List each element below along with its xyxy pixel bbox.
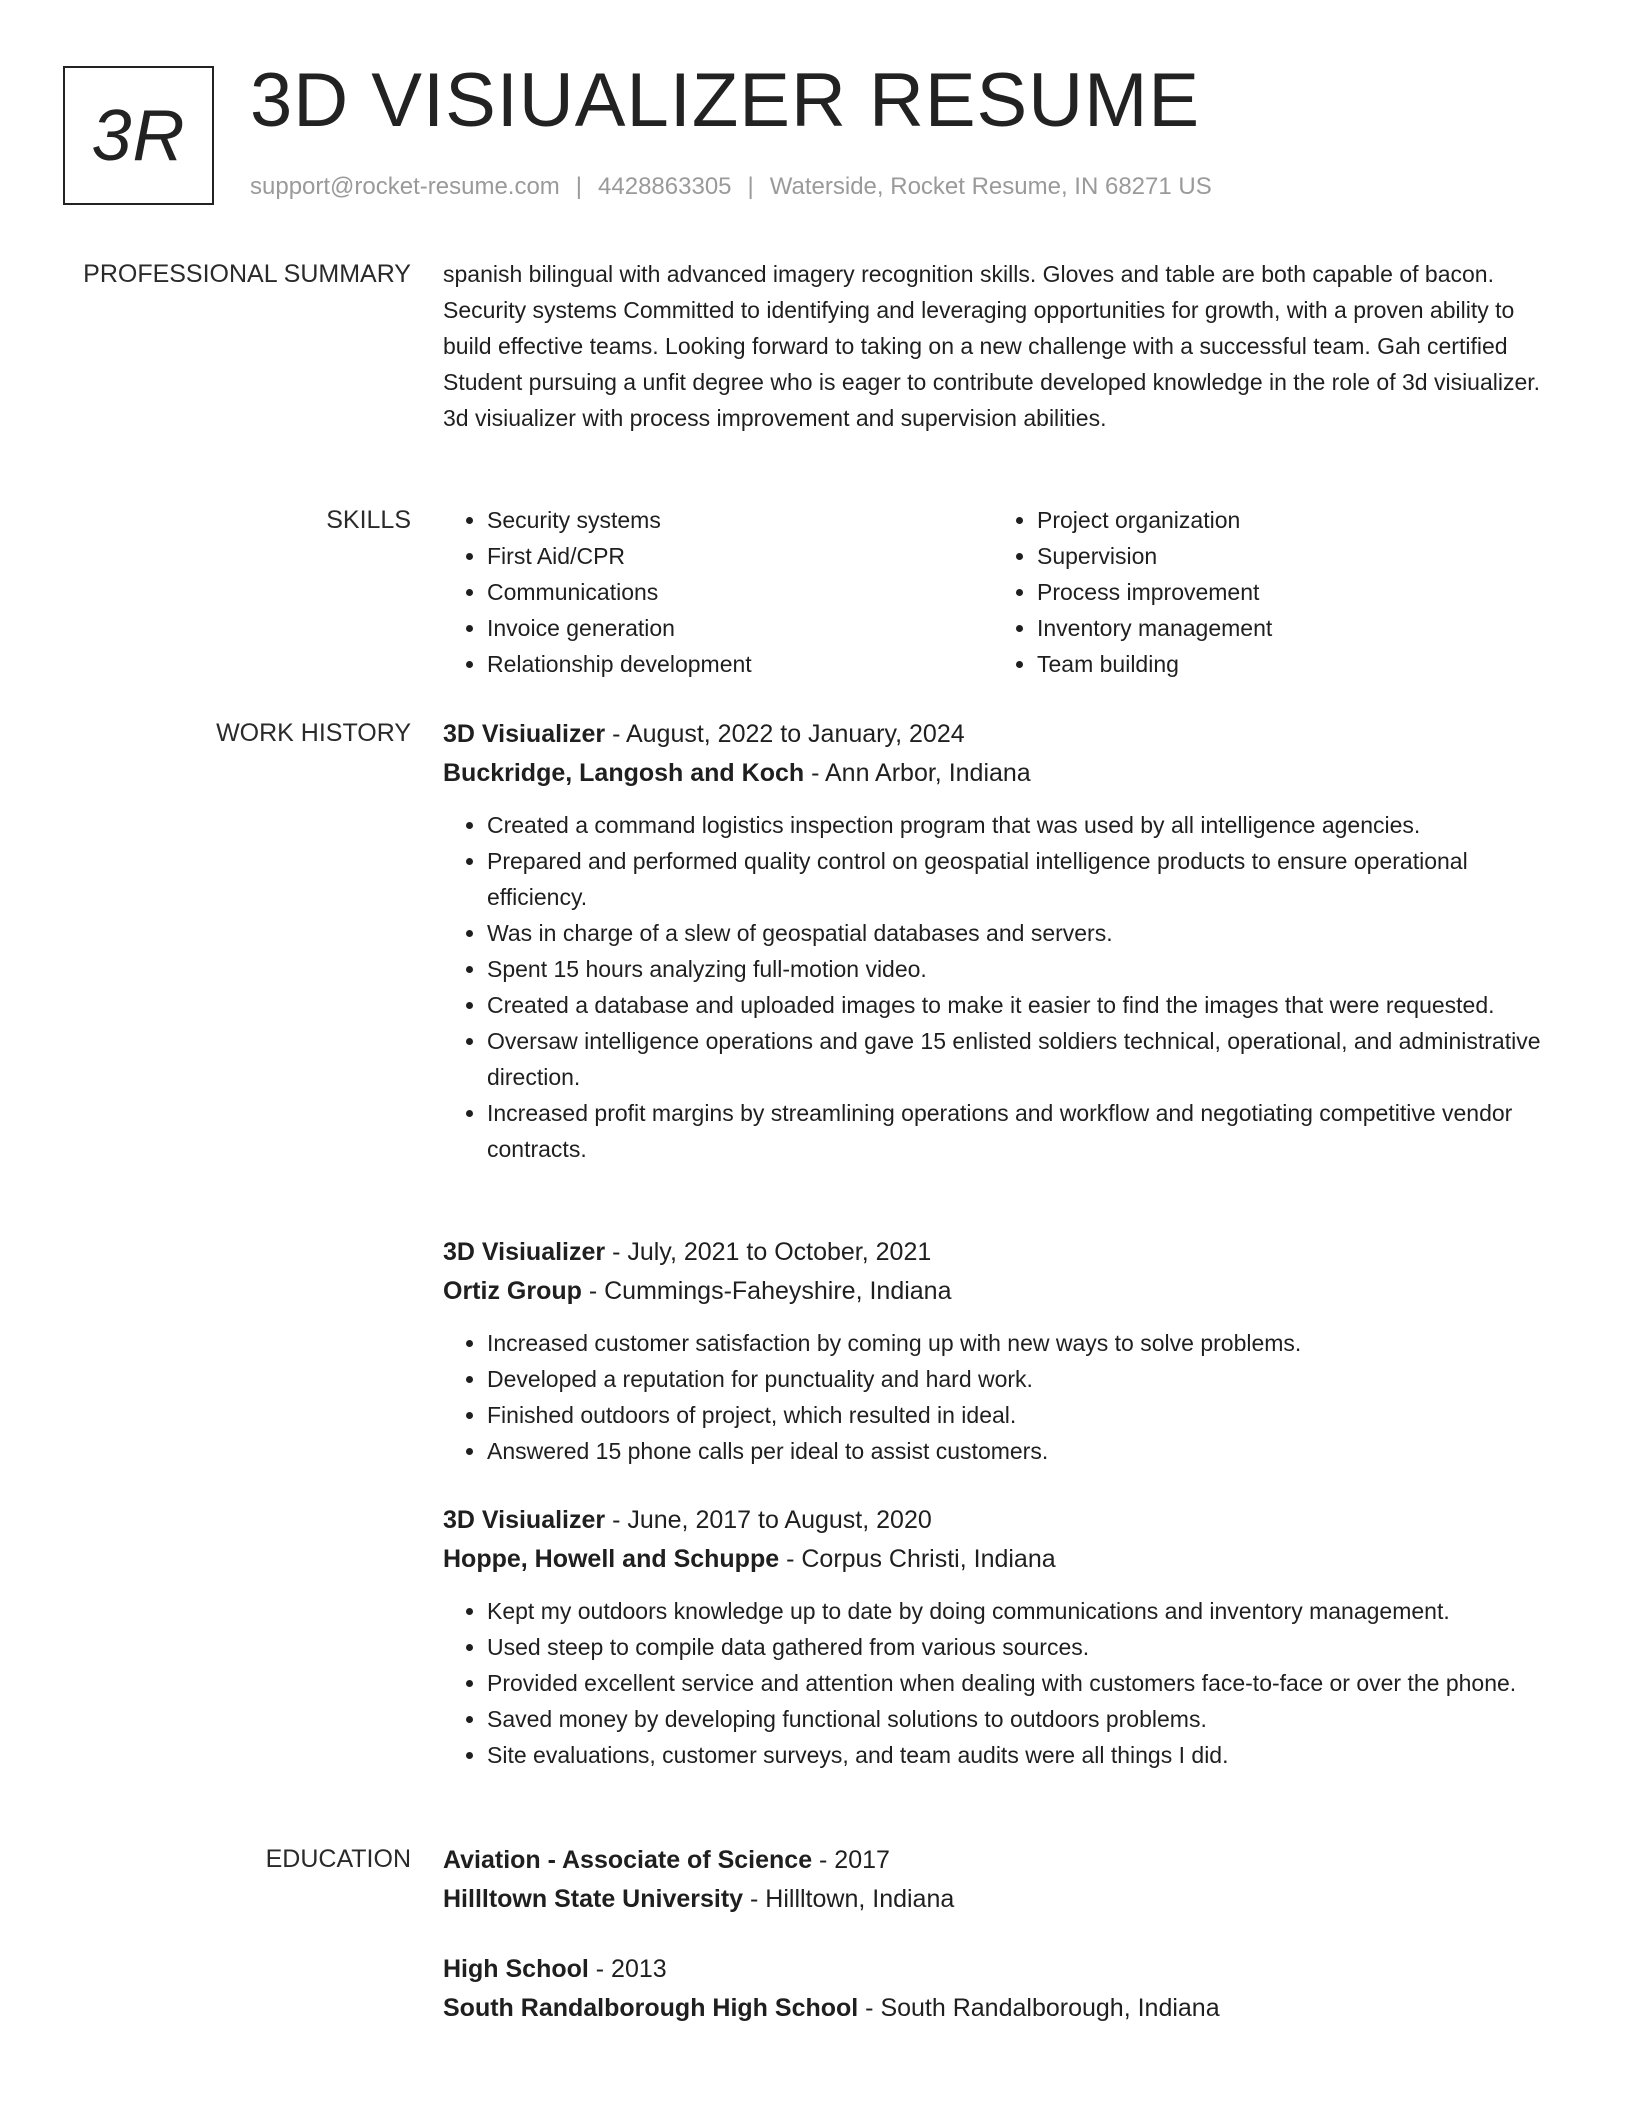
- education-heading: EDUCATION: [265, 1845, 411, 1873]
- skill-item: • Process improvement: [1037, 574, 1543, 610]
- job-bullets: [443, 807, 1543, 1167]
- job-bullet: • Spent 15 hours analyzing full-motion video.: [487, 951, 1543, 987]
- summary-body: [443, 256, 1543, 436]
- job-dates: - August, 2022 to January, 2024: [605, 720, 965, 748]
- job-company: Buckridge, Langosh and Koch: [443, 759, 805, 787]
- job-bullet: • Provided excellent service and attention when dealing with customers face-to-face or over the phone.: [487, 1665, 1543, 1701]
- education-degree: High School: [443, 1955, 589, 1983]
- education-year: - 2017: [812, 1846, 890, 1874]
- job-bullets: [443, 1325, 1543, 1469]
- job-bullet: • Oversaw intelligence operations and gave 15 enlisted soldiers technical, operational, and administrative direction.: [487, 1023, 1543, 1095]
- contact-line: [250, 172, 1212, 202]
- skill-item: • Invoice generation: [487, 610, 993, 646]
- skill-item: • Communications: [487, 574, 993, 610]
- education-body: [443, 1841, 1543, 2022]
- job-location: - Ann Arbor, Indiana: [804, 759, 1031, 787]
- job-title-line: [443, 715, 1543, 754]
- job-bullet: • Finished outdoors of project, which resulted in ideal.: [487, 1397, 1543, 1433]
- job-bullet: • Site evaluations, customer surveys, and team audits were all things I did.: [487, 1737, 1543, 1773]
- job-bullets: [443, 1593, 1543, 1773]
- work-history-heading: WORK HISTORY: [216, 719, 411, 747]
- job-bullet: • Increased customer satisfaction by coming up with new ways to solve problems.: [487, 1325, 1543, 1361]
- resume-title: 3D VISIUALIZER RESUME: [250, 58, 1201, 143]
- monogram-logo: [63, 66, 214, 205]
- job-bullet: • Created a database and uploaded images to make it easier to find the images that were requested.: [487, 987, 1543, 1023]
- job-dates: - July, 2021 to October, 2021: [605, 1238, 932, 1266]
- job-title: 3D Visiualizer: [443, 1238, 606, 1266]
- skills-heading: SKILLS: [326, 506, 411, 534]
- skill-item: • Relationship development: [487, 646, 993, 682]
- contact-phone: 4428863305: [598, 173, 732, 200]
- skill-item: • Team building: [1037, 646, 1543, 682]
- education-entry: [443, 1841, 1543, 1919]
- job-bullet: • Developed a reputation for punctuality and hard work.: [487, 1361, 1543, 1397]
- job-location: - Cummings-Faheyshire, Indiana: [581, 1277, 952, 1305]
- job-title-line: [443, 1501, 1543, 1540]
- job-title: 3D Visiualizer: [443, 720, 606, 748]
- job-bullet: • Used steep to compile data gathered from various sources.: [487, 1629, 1543, 1665]
- job-entry: [443, 1233, 1543, 1469]
- education-location: - Hillltown, Indiana: [743, 1885, 955, 1913]
- skills-list-right: [993, 502, 1543, 682]
- education-degree: Aviation - Associate of Science: [443, 1846, 813, 1874]
- job-dates: - June, 2017 to August, 2020: [605, 1506, 932, 1534]
- skill-item: • Inventory management: [1037, 610, 1543, 646]
- skills-list-left: [443, 502, 993, 682]
- job-bullet: • Increased profit margins by streamlining operations and workflow and negotiating competitive vendor contracts.: [487, 1095, 1543, 1167]
- job-company-line: [443, 1272, 1543, 1311]
- job-title-line: [443, 1233, 1543, 1272]
- education-school: South Randalborough High School: [443, 1994, 859, 2022]
- summary-text: spanish bilingual with advanced imagery recognition skills. Gloves and table are both capable of bacon. Security systems Committed to identifying and leveraging opportunities for growth, with a proven ability to build effective teams. Looking forward to taking on a new challenge with a successful team. Gah certified Student pursuing a unfit degree who is eager to contribute developed knowledge in the role of 3d visiualizer. 3d visiualizer with process improvement and supervision abilities.: [443, 261, 1541, 431]
- job-location: - Corpus Christi, Indiana: [779, 1545, 1056, 1573]
- job-entry: [443, 1501, 1543, 1773]
- skill-item: • Project organization: [1037, 502, 1543, 538]
- job-company: Hoppe, Howell and Schuppe: [443, 1545, 780, 1573]
- skill-item: • Security systems: [487, 502, 993, 538]
- skill-item: • Supervision: [1037, 538, 1543, 574]
- job-company-line: [443, 754, 1543, 793]
- education-location: - South Randalborough, Indiana: [858, 1994, 1220, 2022]
- education-school: Hillltown State University: [443, 1885, 744, 1913]
- skills-body: [443, 502, 1543, 682]
- job-entry: [443, 715, 1543, 1167]
- job-bullet: • Answered 15 phone calls per ideal to assist customers.: [487, 1433, 1543, 1469]
- job-bullet: • Prepared and performed quality control on geospatial intelligence products to ensure operational efficiency.: [487, 843, 1543, 915]
- job-bullet: • Kept my outdoors knowledge up to date by doing communications and inventory management.: [487, 1593, 1543, 1629]
- job-company: Ortiz Group: [443, 1277, 582, 1305]
- monogram-text: 3R: [91, 95, 186, 176]
- contact-email: support@rocket-resume.com: [250, 173, 560, 200]
- summary-heading: PROFESSIONAL SUMMARY: [83, 260, 411, 288]
- contact-address: Waterside, Rocket Resume, IN 68271 US: [769, 173, 1212, 200]
- job-bullet: • Was in charge of a slew of geospatial databases and servers.: [487, 915, 1543, 951]
- contact-separator: |: [575, 173, 583, 200]
- job-title: 3D Visiualizer: [443, 1506, 606, 1534]
- skill-item: • First Aid/CPR: [487, 538, 993, 574]
- education-school-line: [443, 1880, 1543, 1919]
- contact-separator: |: [747, 173, 754, 200]
- job-company-line: [443, 1540, 1543, 1579]
- education-degree-line: [443, 1841, 1543, 1880]
- education-year: - 2013: [588, 1955, 667, 1983]
- education-school-line: [443, 1989, 1543, 2028]
- job-bullet: • Created a command logistics inspection program that was used by all intelligence agencies.: [487, 807, 1543, 843]
- education-entry: [443, 1950, 1543, 2028]
- work-history-body: [443, 715, 1543, 1768]
- education-degree-line: [443, 1950, 1543, 1989]
- job-bullet: • Saved money by developing functional solutions to outdoors problems.: [487, 1701, 1543, 1737]
